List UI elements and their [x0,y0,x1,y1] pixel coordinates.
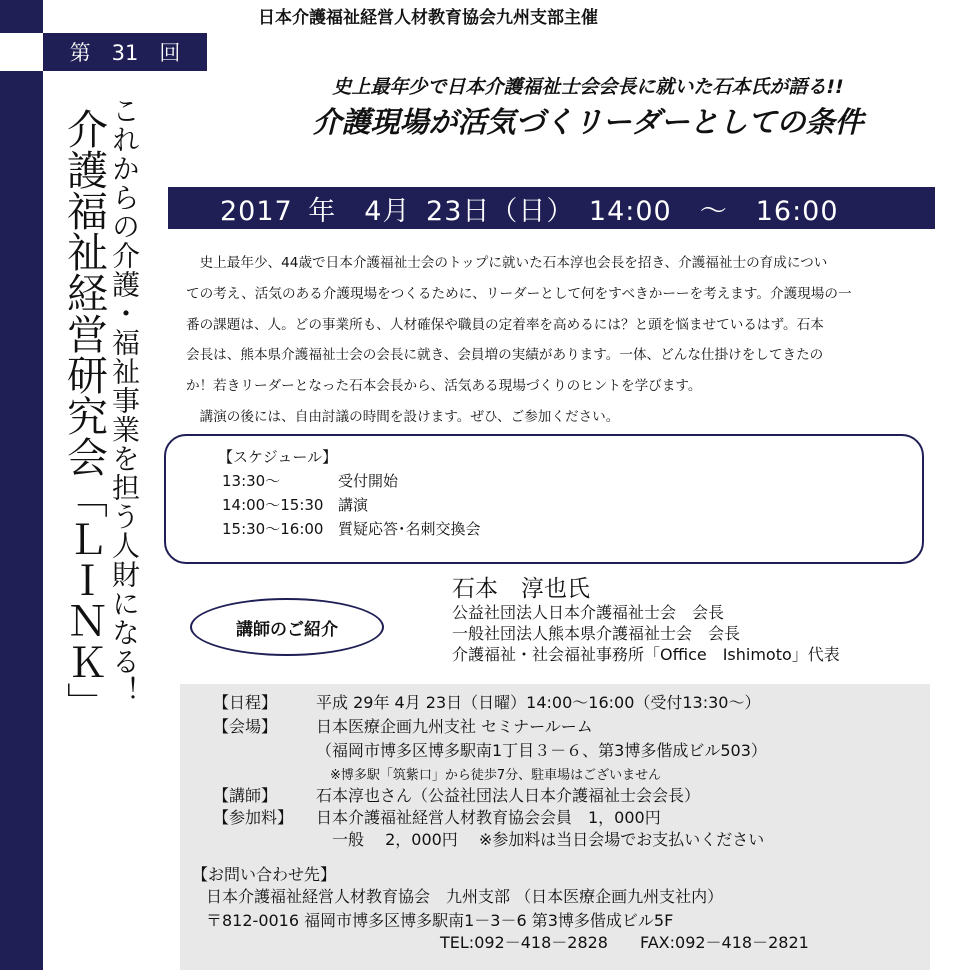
speaker-intro-label: 講師のご紹介 [236,619,338,640]
contact-phone-fax: TEL:092－418－2828 FAX:092－418－2821 [440,933,809,952]
session-badge [43,33,207,71]
venue-value: 日本医療企画九州支社 セミナールーム [316,717,593,736]
organizer: 日本介護福祉経営人材教育協会九州支部主催 [258,8,598,28]
speaker-name: 石本 淳也氏 [452,576,590,602]
date-label: 【日程】 [213,693,278,712]
intro-line: 会長は、熊本県介護福祉士会の会長に就き、会員増の実績があります。一体、どんな仕掛けをしてきたの [186,347,824,364]
intro-line: 講演の後には、自由討議の時間を設けます。ぜひ、ご参加ください。 [186,408,620,425]
speaker-role: 介護福祉・社会福祉事務所「Office Ishimoto」代表 [452,645,840,664]
schedule-row [222,516,922,540]
schedule-box [164,434,924,564]
session-label: 第 31 回 [69,41,181,65]
speaker-role: 公益社団法人日本介護福祉士会 会長 [452,603,725,622]
speaker-intro-oval [190,598,384,656]
speaker-role: 一般社団法人熊本県介護福祉士会 会長 [452,624,741,643]
venue-label: 【会場】 [213,717,278,736]
venue-note: ※博多駅「筑紫口」から徒歩7分、駐車場はございません [330,768,662,783]
fee-label: 【参加料】 [213,808,294,827]
contact-address: 〒812-0016 福岡市博多区博多駅南1－3－6 第3博多偕成ビル5F [206,911,674,930]
schedule-desc: 講演 [338,495,369,514]
schedule-desc: 質疑応答･名刺交換会 [338,519,481,538]
date-bar [168,187,935,229]
contact-org: 日本介護福祉経営人材教育協会 九州支部 （日本医療企画九州支社内） [206,887,724,906]
lecturer-label: 【講師】 [213,786,278,805]
checker-block [0,0,43,33]
date-value: 平成 29年 4月 23日（日曜）14:00～16:00（受付13:30～） [316,693,761,712]
schedule-row [222,468,922,492]
venue-address: （福岡市博多区博多駅南1丁目３－６、第3博多偕成ビル503） [316,741,767,760]
intro-line: 史上最年少、44歳で日本介護福祉士会のトップに就いた石本淳也会長を招き、介護福祉士の育成につい [186,255,828,271]
fee-member: 日本介護福祉経営人材教育協会会員 1，000円 [316,808,661,827]
intro-paragraph [186,248,916,433]
schedule-time: 14:00～15:30 [222,495,324,514]
fee-general: 一般 2，000円 ※参加料は当日会場でお支払いください [332,830,765,849]
intro-line: ての考え、活気のある介護現場をつくるために、リーダーとして何をすべきかーーを考えます。介護現場の一 [186,285,852,302]
series-title-vertical: 介護福祉経営研究会「ＬＩＮＫ」 [60,108,108,723]
left-stripe [0,108,43,970]
intro-line: か！若きリーダーとなった石本会長から、活気ある現場づくりのヒントを学びます。 [186,378,702,395]
schedule-time: 13:30～ [222,471,281,490]
contact-title: 【お問い合わせ先】 [192,865,337,884]
headline-line1: 史上最年少で日本介護福祉士会会長に就いた石本氏が語る!! [332,76,844,98]
schedule-desc: 受付開始 [338,471,399,490]
lecturer-value: 石本淳也さん（公益社団法人日本介護福祉士会会長） [316,786,701,805]
headline-line2: 介護現場が活気づくリーダーとしての条件 [312,105,864,139]
schedule-time: 15:30～16:00 [222,519,324,538]
schedule-title: 【スケジュール】 [218,447,338,466]
intro-line: 番の課題は、人。どの事業所も、人材確保や職員の定着率を高めるには？と頭を悩ませているはず。石本 [186,316,824,333]
tagline-vertical: これからの介護・福祉事業を担う人財になる！ [108,96,141,705]
speaker-roles [452,602,840,665]
date-bar-text: 2017 年 4月 23日（日） 14:00 ～ 16:00 [220,195,839,227]
schedule-row [222,492,922,516]
checker-block [0,71,43,108]
